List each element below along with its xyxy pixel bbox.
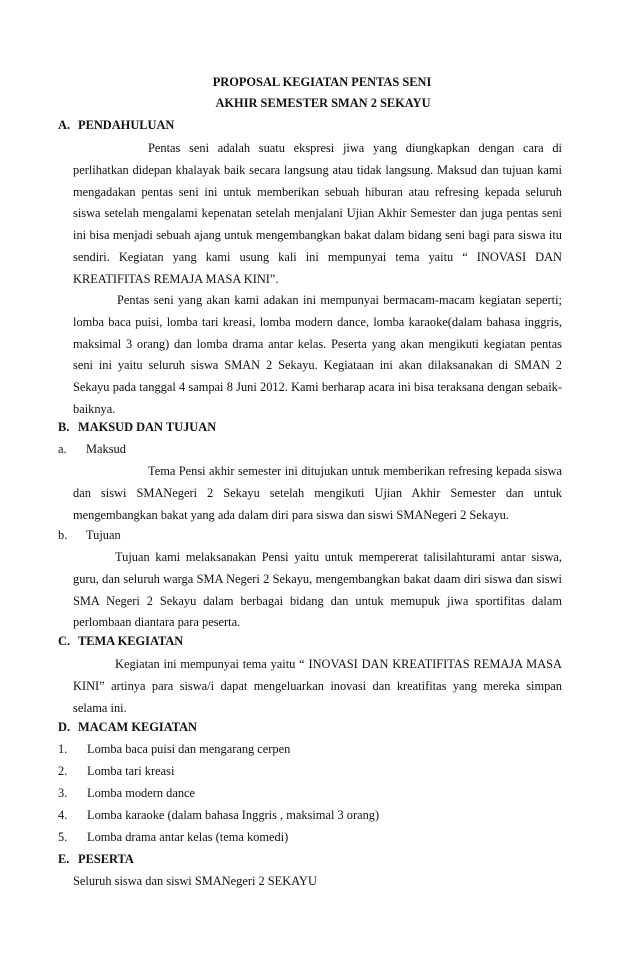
subsection-tujuan-label: b.	[58, 528, 68, 542]
section-a-paragraph-1: Pentas seni adalah suatu ekspresi jiwa yang diungkapkan dengan cara di perlihatkan didepan khalayak baik secara langsung atau tidak langsung. Maksud dan tujuan kami mengadakan pentas seni ini untuk memberikan sebuah hiburan atau refresing kepada seluruh siswa setelah mengalami kepenatan setelah menjalani Ujian Akhir Semester dan juga pentas seni ini bisa menjadi sebuah ajang untuk mengembangkan bakat dalam bidang seni bagi para siswa itu sendiri. Kegiatan yang kami usung kali ini mempunyai tema yaitu “ INOVASI DAN KREATIFITAS REMAJA MASA KINI”.	[73, 141, 562, 286]
section-a-heading	[58, 118, 174, 133]
subsection-maksud-text: Tema Pensi akhir semester ini ditujukan untuk memberikan refresing kepada siswa dan siswi SMANegeri 2 Sekayu setelah mengikuti Ujian Akhir Semester dan untuk mengembangkan bakat yang ada dalam diri para siswa dan siswi SMANegeri 2 Sekayu.	[73, 464, 562, 522]
document-title-line2: AKHIR SEMESTER SMAN 2 SEKAYU	[215, 96, 431, 110]
subsection-maksud-title: Maksud	[86, 442, 126, 456]
list-item	[58, 808, 379, 823]
section-c-text: Kegiatan ini mempunyai tema yaitu “ INOVASI DAN KREATIFITAS REMAJA MASA KINI” artinya para siswa/i dapat mengeluarkan inovasi dan kreatifitas yang mereka simpan selama ini.	[73, 657, 562, 715]
section-e-title: PESERTA	[78, 852, 134, 866]
list-item-text: Lomba karaoke (dalam bahasa Inggris , maksimal 3 orang)	[87, 808, 380, 822]
list-item	[58, 742, 290, 757]
subsection-tujuan-text: Tujuan kami melaksanakan Pensi yaitu untuk mempererat talisilahturami antar siswa, guru, dan seluruh warga SMA Negeri 2 Sekayu, mengembangkan bakat daam diri siswa dan siswi SMA Negeri 2 Sekayu dalam berbagai bidang dan untuk memupuk jiwa sportifitas dalam perlombaan diantara para peserta.	[73, 550, 562, 630]
section-e-text: Seluruh siswa dan siswi SMANegeri 2 SEKAYU	[73, 874, 317, 888]
section-c-heading	[58, 634, 183, 649]
section-b-heading	[58, 420, 216, 435]
section-b-label: B.	[58, 420, 70, 434]
list-item-number: 1.	[58, 742, 68, 756]
list-item	[58, 830, 288, 845]
list-item	[58, 764, 174, 779]
section-c-title: TEMA KEGIATAN	[78, 634, 184, 648]
list-item-text: Lomba modern dance	[87, 786, 196, 800]
list-item-text: Lomba tari kreasi	[87, 764, 175, 778]
subsection-maksud-heading	[58, 442, 126, 457]
list-item	[58, 786, 195, 801]
section-e-heading	[58, 852, 134, 867]
list-item-number: 3.	[58, 786, 68, 800]
section-a-paragraph-2: Pentas seni yang akan kami adakan ini mempunyai bermacam-macam kegiatan seperti; lomba baca puisi, lomba tari kreasi, lomba modern dance, lomba karaoke(dalam bahasa inggris, maksimal 3 orang) dan lomba drama antar kelas. Peserta yang akan mengikuti kegiatan pentas seni ini yaitu seluruh siswa SMAN 2 Sekayu. Kegiataan ini akan dilaksanakan di SMAN 2 Sekayu pada tanggal 4 sampai 8 Juni 2012. Kami berharap acara ini bisa teraksana dengan sebaik-baiknya.	[73, 293, 562, 416]
list-item-number: 5.	[58, 830, 68, 844]
section-d-title: MACAM KEGIATAN	[78, 720, 197, 734]
subsection-tujuan-title: Tujuan	[86, 528, 121, 542]
list-item-number: 4.	[58, 808, 68, 822]
section-a-title: PENDAHULUAN	[78, 118, 175, 132]
list-item-text: Lomba drama antar kelas (tema komedi)	[87, 830, 289, 844]
subsection-tujuan-heading	[58, 528, 121, 543]
section-d-heading	[58, 720, 197, 735]
subsection-maksud-label: a.	[58, 442, 67, 456]
section-a-label: A.	[58, 118, 71, 132]
list-item-number: 2.	[58, 764, 68, 778]
section-c-label: C.	[58, 634, 71, 648]
section-d-label: D.	[58, 720, 71, 734]
document-title-line1: PROPOSAL KEGIATAN PENTAS SENI	[212, 75, 432, 89]
list-item-text: Lomba baca puisi dan mengarang cerpen	[87, 742, 291, 756]
section-b-title: MAKSUD DAN TUJUAN	[78, 420, 217, 434]
section-e-label: E.	[58, 852, 70, 866]
